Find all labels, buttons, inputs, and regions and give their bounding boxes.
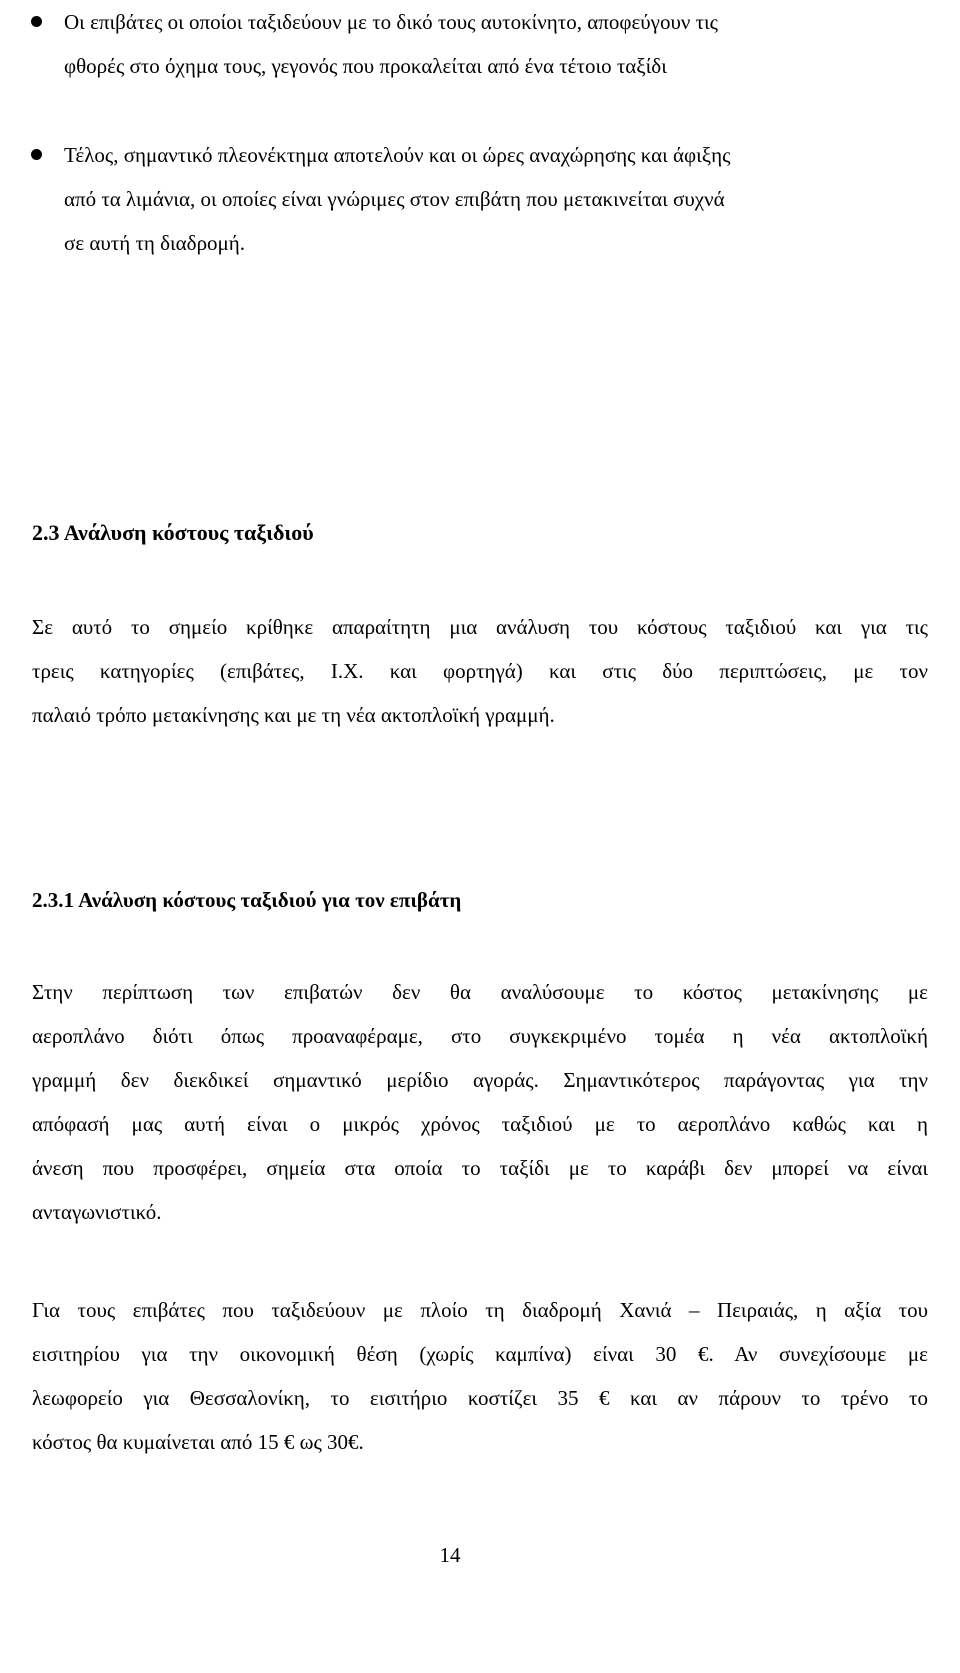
paragraph-line: γραμμή δεν διεκδικεί σημαντικό μερίδιο αγοράς. Σημαντικότερος παράγοντας για την: [32, 1068, 928, 1092]
subsection-paragraph-passengers: [32, 970, 928, 1234]
subsection-paragraph-ticket-prices: [32, 1288, 928, 1464]
bullet-dot-icon: [31, 16, 42, 27]
paragraph-line: ανταγωνιστικό.: [32, 1200, 162, 1224]
paragraph-line: τρεις κατηγορίες (επιβάτες, Ι.Χ. και φορτηγά) και στις δύο περιπτώσεις, με τον: [32, 659, 928, 683]
bullet-line: Οι επιβάτες οι οποίοι ταξιδεύουν με το δικό τους αυτοκίνητο, αποφεύγουν τις: [64, 10, 718, 34]
bullet-line: φθορές στο όχημα τους, γεγονός που προκαλείται από ένα τέτοιο ταξίδι: [64, 54, 667, 78]
subsection-heading: 2.3.1 Ανάλυση κόστους ταξιδιού για τον επιβάτη: [32, 888, 462, 912]
bullet-line: Τέλος, σημαντικό πλεονέκτημα αποτελούν και οι ώρες αναχώρησης και άφιξης: [64, 143, 731, 167]
paragraph-line: Για τους επιβάτες που ταξιδεύουν με πλοίο τη διαδρομή Χανιά – Πειραιάς, η αξία του: [32, 1298, 928, 1322]
page-number: 14: [439, 1543, 461, 1567]
paragraph-line: λεωφορείο για Θεσσαλονίκη, το εισιτήριο κοστίζει 35 € και αν πάρουν το τρένο το: [32, 1386, 928, 1410]
section-heading: 2.3 Ανάλυση κόστους ταξιδιού: [32, 520, 314, 545]
paragraph-line: άνεση που προσφέρει, σημεία στα οποία το ταξίδι με το καράβι δεν μπορεί να είναι: [32, 1156, 928, 1180]
paragraph-line: Σε αυτό το σημείο κρίθηκε απαραίτητη μια ανάλυση του κόστους ταξιδιού και για τις: [32, 615, 928, 639]
bullet-item-own-car: [0, 0, 960, 88]
bullet-line: από τα λιμάνια, οι οποίες είναι γνώριμες στον επιβάτη που μετακινείται συχνά: [64, 187, 725, 211]
paragraph-line: παλαιό τρόπο μετακίνησης και με τη νέα ακτοπλοϊκή γραμμή.: [32, 703, 555, 727]
section-paragraph: [32, 605, 928, 737]
paragraph-line: αεροπλάνο διότι όπως προαναφέραμε, στο συγκεκριμένο τομέα η νέα ακτοπλοϊκή: [32, 1024, 928, 1048]
paragraph-line: απόφασή μας αυτή είναι ο μικρός χρόνος ταξιδιού με το αεροπλάνο καθώς και η: [32, 1112, 928, 1136]
bullet-line: σε αυτή τη διαδρομή.: [64, 231, 246, 255]
paragraph-line: εισιτηρίου για την οικονομική θέση (χωρίς καμπίνα) είναι 30 €. Αν συνεχίσουμε με: [32, 1342, 928, 1366]
bullet-dot-icon: [31, 149, 42, 160]
bullet-item-schedule: [0, 133, 960, 265]
paragraph-line: Στην περίπτωση των επιβατών δεν θα αναλύσουμε το κόστος μετακίνησης με: [32, 980, 928, 1004]
paragraph-line: κόστος θα κυμαίνεται από 15 € ως 30€.: [32, 1430, 364, 1454]
